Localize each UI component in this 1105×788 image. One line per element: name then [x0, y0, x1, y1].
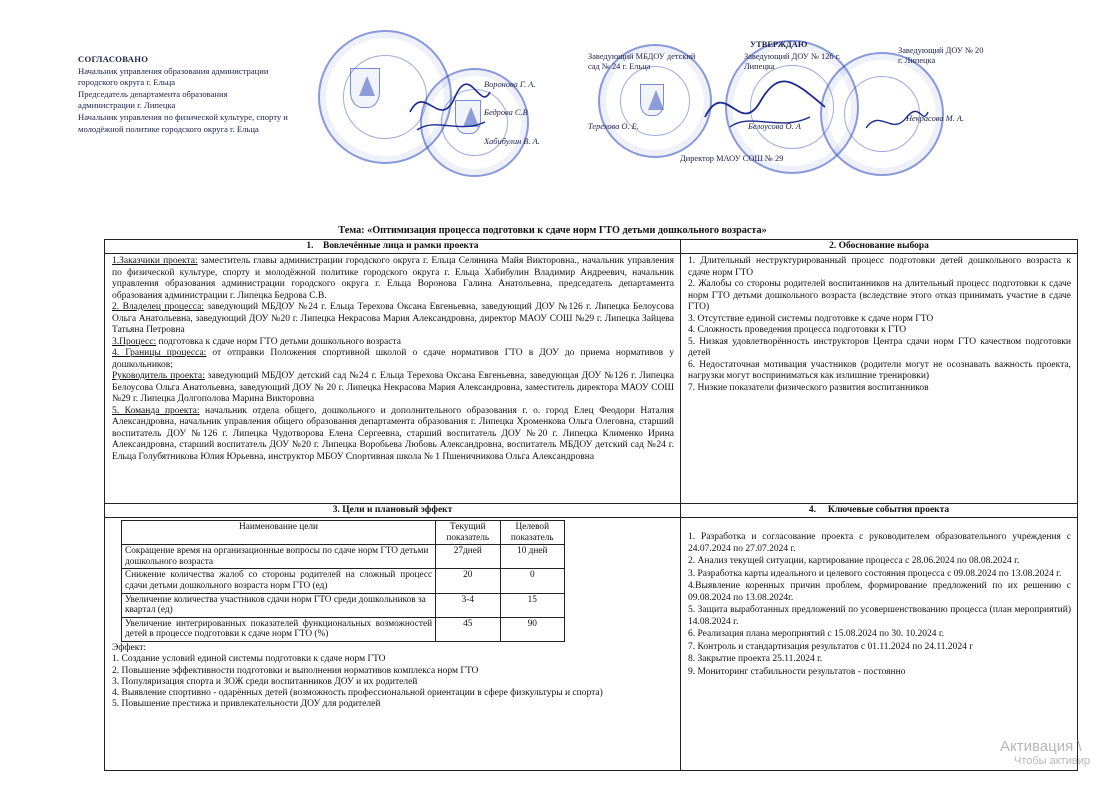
agreed-line: Председатель департамента образования [78, 88, 228, 99]
section-body [681, 254, 1077, 394]
approved-head1b: сад № 24 г. Ельца [588, 62, 651, 71]
goal-name: Увеличение интегрированных показателей функциональных возможностей детей в процессе подготовки к сдаче норм ГТО (%) [122, 617, 436, 641]
effects-list [105, 642, 680, 711]
item-label: Руководитель проекта: [112, 371, 205, 381]
signatory-name: Бедрова С.В [484, 108, 528, 117]
rationale-item: 2. Жалобы со стороны родителей воспитанников на длительный процесс подготовки к сдаче норм ГТО детьми дошкольного возраста (вследствие этого отказ принимать участие в сдаче ГТО) [688, 279, 1071, 312]
stakeholder-item [112, 406, 674, 464]
signatory-name: Воронова Г. А. [484, 80, 536, 89]
watermark-line2: Чтобы активир [1014, 755, 1090, 767]
item-label: 1.Заказчики проекта: [112, 256, 198, 266]
effect-label: Эффект: [112, 642, 147, 653]
agreed-line: Начальник управления по физической культуре, спорту и [78, 111, 288, 122]
item-label: 4. Границы процесса: [112, 348, 207, 358]
section-goals [105, 504, 681, 770]
item-text: заместитель главы администрации городского округа г. Ельца Селянина Майя Викторовна., начальник управления по физической культуре, спорту и молодёжной политике городского округа г. Ельца Хабибулин Владимир Андреевич, начальник управления образования администрации городского округа г. Ельца Воронова Галина Анатольевна, председатель департамента образования администрации г. Липецка Бедрова С.В. [112, 256, 674, 301]
goal-target: 0 [500, 569, 564, 593]
item-text: заведующий МБДОУ №24 г. Ельца Терехова Оксана Евгеньевна, заведующий ДОУ №126 г. Липецка Белоусова Ольга Анатольевна, заведующий ДОУ №20 г. Липецка Некрасова Мария Александровна, директор МАОУ СОШ №29 г. Липецка Зайцева Татьяна Петровна [112, 302, 674, 335]
effect-item: 4. Выявление спортивно - одарённых детей (возможность профессиональной ориентации в сфере физкультуры и спорта) [112, 688, 603, 699]
rationale-item: 5. Низкая удовлетворённость инструкторов Центра сдачи норм ГТО качеством подготовки детей [688, 336, 1071, 358]
item-text: заведующий МБДОУ детский сад №24 г. Ельца Терехова Оксана Евгеньевна, заведующая ДОУ №126 г. Липецка Белоусова Ольга Анатольевна, заведующий ДОУ № 20 г. Липецка Некрасова Мария Александровна, заместитель директора МАОУ СОШ №29 г. Липецка Долгополова Марина Викторовна [112, 371, 675, 404]
section-key-events [681, 504, 1077, 770]
goals-table [121, 520, 565, 642]
event-item: 3. Разработка карты идеального и целевого состояния процесса с 09.08.2024 по 13.08.2024 г. [688, 568, 1062, 579]
approved-head3-name: Некрасова М. А. [906, 114, 964, 123]
approved-head2: Заведующий ДОУ № 126 г. [744, 52, 841, 61]
section-title: 3. Цели и плановый эффект [105, 504, 680, 518]
item-label: 3.Процесс: [112, 336, 157, 347]
coat-of-arms-icon [350, 68, 380, 108]
approved-head1-name: Терехова О. Е. [588, 122, 639, 131]
approved-block [588, 38, 1058, 188]
goal-current: 27дней [436, 545, 500, 569]
stakeholder-item [112, 337, 674, 349]
watermark-line1: Активация \ [1000, 738, 1082, 755]
event-item: 6. Реализация плана мероприятий с 15.08.2024 по 30. 10.2024 г. [688, 629, 945, 639]
goal-current: 3-4 [436, 593, 500, 617]
goal-current: 45 [436, 617, 500, 641]
agreed-caption: СОГЛАСОВАНО [78, 54, 149, 64]
goal-current: 20 [436, 569, 500, 593]
event-item: 4.Выявление коренных причин проблем, формирование предложений по их решению с 09.08.2024 по 13.08.2024г. [688, 581, 1071, 603]
item-text: начальник отдела общего, дошкольного и дополнительного образования г. о. город Елец Феодори Наталия Александровна, начальник управления общего образования департамента образования г. Липецка Хроменкова Ольга Олеговна, старший воспитатель ДОУ №126 г. Липецка Чудотворова Елена Сергеевна, старший воспитатель ДОУ №20 г. Липецка Клименко Ирина Александровна, старший воспитатель ДОУ №20 г. Липецка Воробьева Любовь Александровна, воспитатель МБДОУ детский сад №24 г. Ельца Голубятникова Юлия Юрьевна, инструктор МБОУ Спортивная школа № 1 Пшеничникова Ольга Александровна [112, 405, 674, 462]
effect-item: 2. Повышение эффективности подготовки и выполнения нормативов комплекса норм ГТО [112, 665, 479, 676]
event-item: 5. Защита выработанных предложений по усовершенствованию процесса (план мероприятий) 14.08.2024 г. [688, 605, 1071, 627]
section-rationale [681, 240, 1077, 504]
document-topic: Тема: «Оптимизация процесса подготовки к сдаче норм ГТО детьми дошкольного возраста» [338, 225, 767, 236]
rationale-item: 7. Низкие показатели физического развития воспитанников [688, 382, 929, 393]
signature-icon [405, 72, 495, 142]
effect-item: 5. Повышение престижа и привлекательности ДОУ для родителей [112, 699, 381, 710]
item-label: 5. Команда проекта: [112, 405, 200, 416]
section-title: 1. Вовлечённые лица и рамки проекта [105, 240, 680, 254]
event-item: 1. Разработка и согласование проекта с руководителем образовательного учреждения с 24.07.2024 по 27.07.2024 г. [688, 532, 1071, 554]
effect-item: 3. Популяризация спорта и ЗОЖ среди воспитанников ДОУ и их родителей [112, 676, 418, 687]
section-stakeholders [105, 240, 681, 504]
section-body [105, 254, 680, 463]
section-body [681, 518, 1077, 678]
stakeholder-item [112, 348, 674, 371]
section-title: 2. Обоснование выбора [681, 240, 1077, 254]
agreed-line: администрации г. Липецка [78, 100, 176, 111]
goal-name: Снижение количества жалоб со стороны родителей на сложный процесс сдачи детьми дошкольного возраста норм ГТО (ед) [122, 569, 436, 593]
goals-header: Наименование цели [122, 521, 436, 545]
approved-head3b: г. Липецка [898, 56, 936, 65]
approved-director: Директор МАОУ СОШ № 29 [680, 154, 784, 163]
signatory-name: Хабибулин В. А. [484, 137, 540, 146]
approved-head2-name: Белоусова О. А [748, 122, 801, 131]
event-item: 2. Анализ текущей ситуации, картирование процесса с 28.06.2024 по 08.08.2024 г. [688, 556, 1020, 566]
rationale-item: 1. Длительный неструктурированный процесс подготовки детей дошкольного возраста к сдаче норм ГТО [688, 256, 1071, 278]
agreed-line: молодёжной политике городского округа г. Ельца [78, 123, 259, 134]
event-item: 9. Мониторинг стабильности результатов - постоянно [688, 666, 906, 677]
item-label: 2. Владелец процесса: [112, 302, 204, 312]
stakeholder-item [112, 302, 674, 337]
goal-name: Увеличение количества участников сдачи норм ГТО среди дошкольников за квартал (ед) [122, 593, 436, 617]
approved-caption: УТВЕРЖДАЮ [750, 40, 808, 49]
rationale-item: 4. Сложность проведения процесса подготовки к ГТО [688, 325, 907, 335]
event-item: 8. Закрытие проекта 25.11.2024 г. [688, 654, 823, 664]
approved-head2b: Липецка [744, 62, 775, 71]
goal-target: 10 дней [500, 545, 564, 569]
rationale-item: 3. Отсутствие единой системы подготовке к сдаче норм ГТО [688, 313, 934, 324]
table-row [122, 617, 565, 641]
item-text: подготовка к сдаче норм ГТО детьми дошкольного возраста [156, 336, 401, 347]
agreed-line: городского округа г. Ельца [78, 77, 176, 88]
event-item: 7. Контроль и стандартизация результатов с 01.11.2024 по 24.11.2024 г [688, 641, 974, 652]
agreed-line: Начальник управления образования администрации [78, 65, 269, 76]
approved-head3: Заведующий ДОУ № 20 [898, 46, 984, 55]
rationale-item: 6. Недостаточная мотивация участников (родители могут не осознавать важность проекта, нагрузки могут восприниматься как излишние тренировки) [688, 359, 1071, 381]
goal-target: 90 [500, 617, 564, 641]
stakeholder-item [112, 371, 674, 406]
table-row [122, 569, 565, 593]
activation-watermark [1000, 738, 1090, 767]
stakeholder-item [112, 256, 674, 302]
section-title: 4. Ключевые события проекта [681, 504, 1077, 518]
goal-name: Сокращение время на организационные вопросы по сдаче норм ГТО детьми дошкольного возраста [122, 545, 436, 569]
goals-header: Целевой показатель [500, 521, 564, 545]
item-text: от отправки Положения спортивной школой о сдаче нормативов ГТО в ДОУ до приема нормативов у дошкольников; [112, 348, 674, 370]
goals-header-row [122, 521, 565, 545]
project-charter-table [104, 239, 1078, 771]
goal-target: 15 [500, 593, 564, 617]
table-row [122, 593, 565, 617]
table-row [122, 545, 565, 569]
effect-item: 1. Создание условий единой системы подготовки к сдаче норм ГТО [112, 654, 386, 665]
approved-head1: Заведующий МБДОУ детский [588, 52, 696, 61]
goals-header: Текущий показатель [436, 521, 500, 545]
